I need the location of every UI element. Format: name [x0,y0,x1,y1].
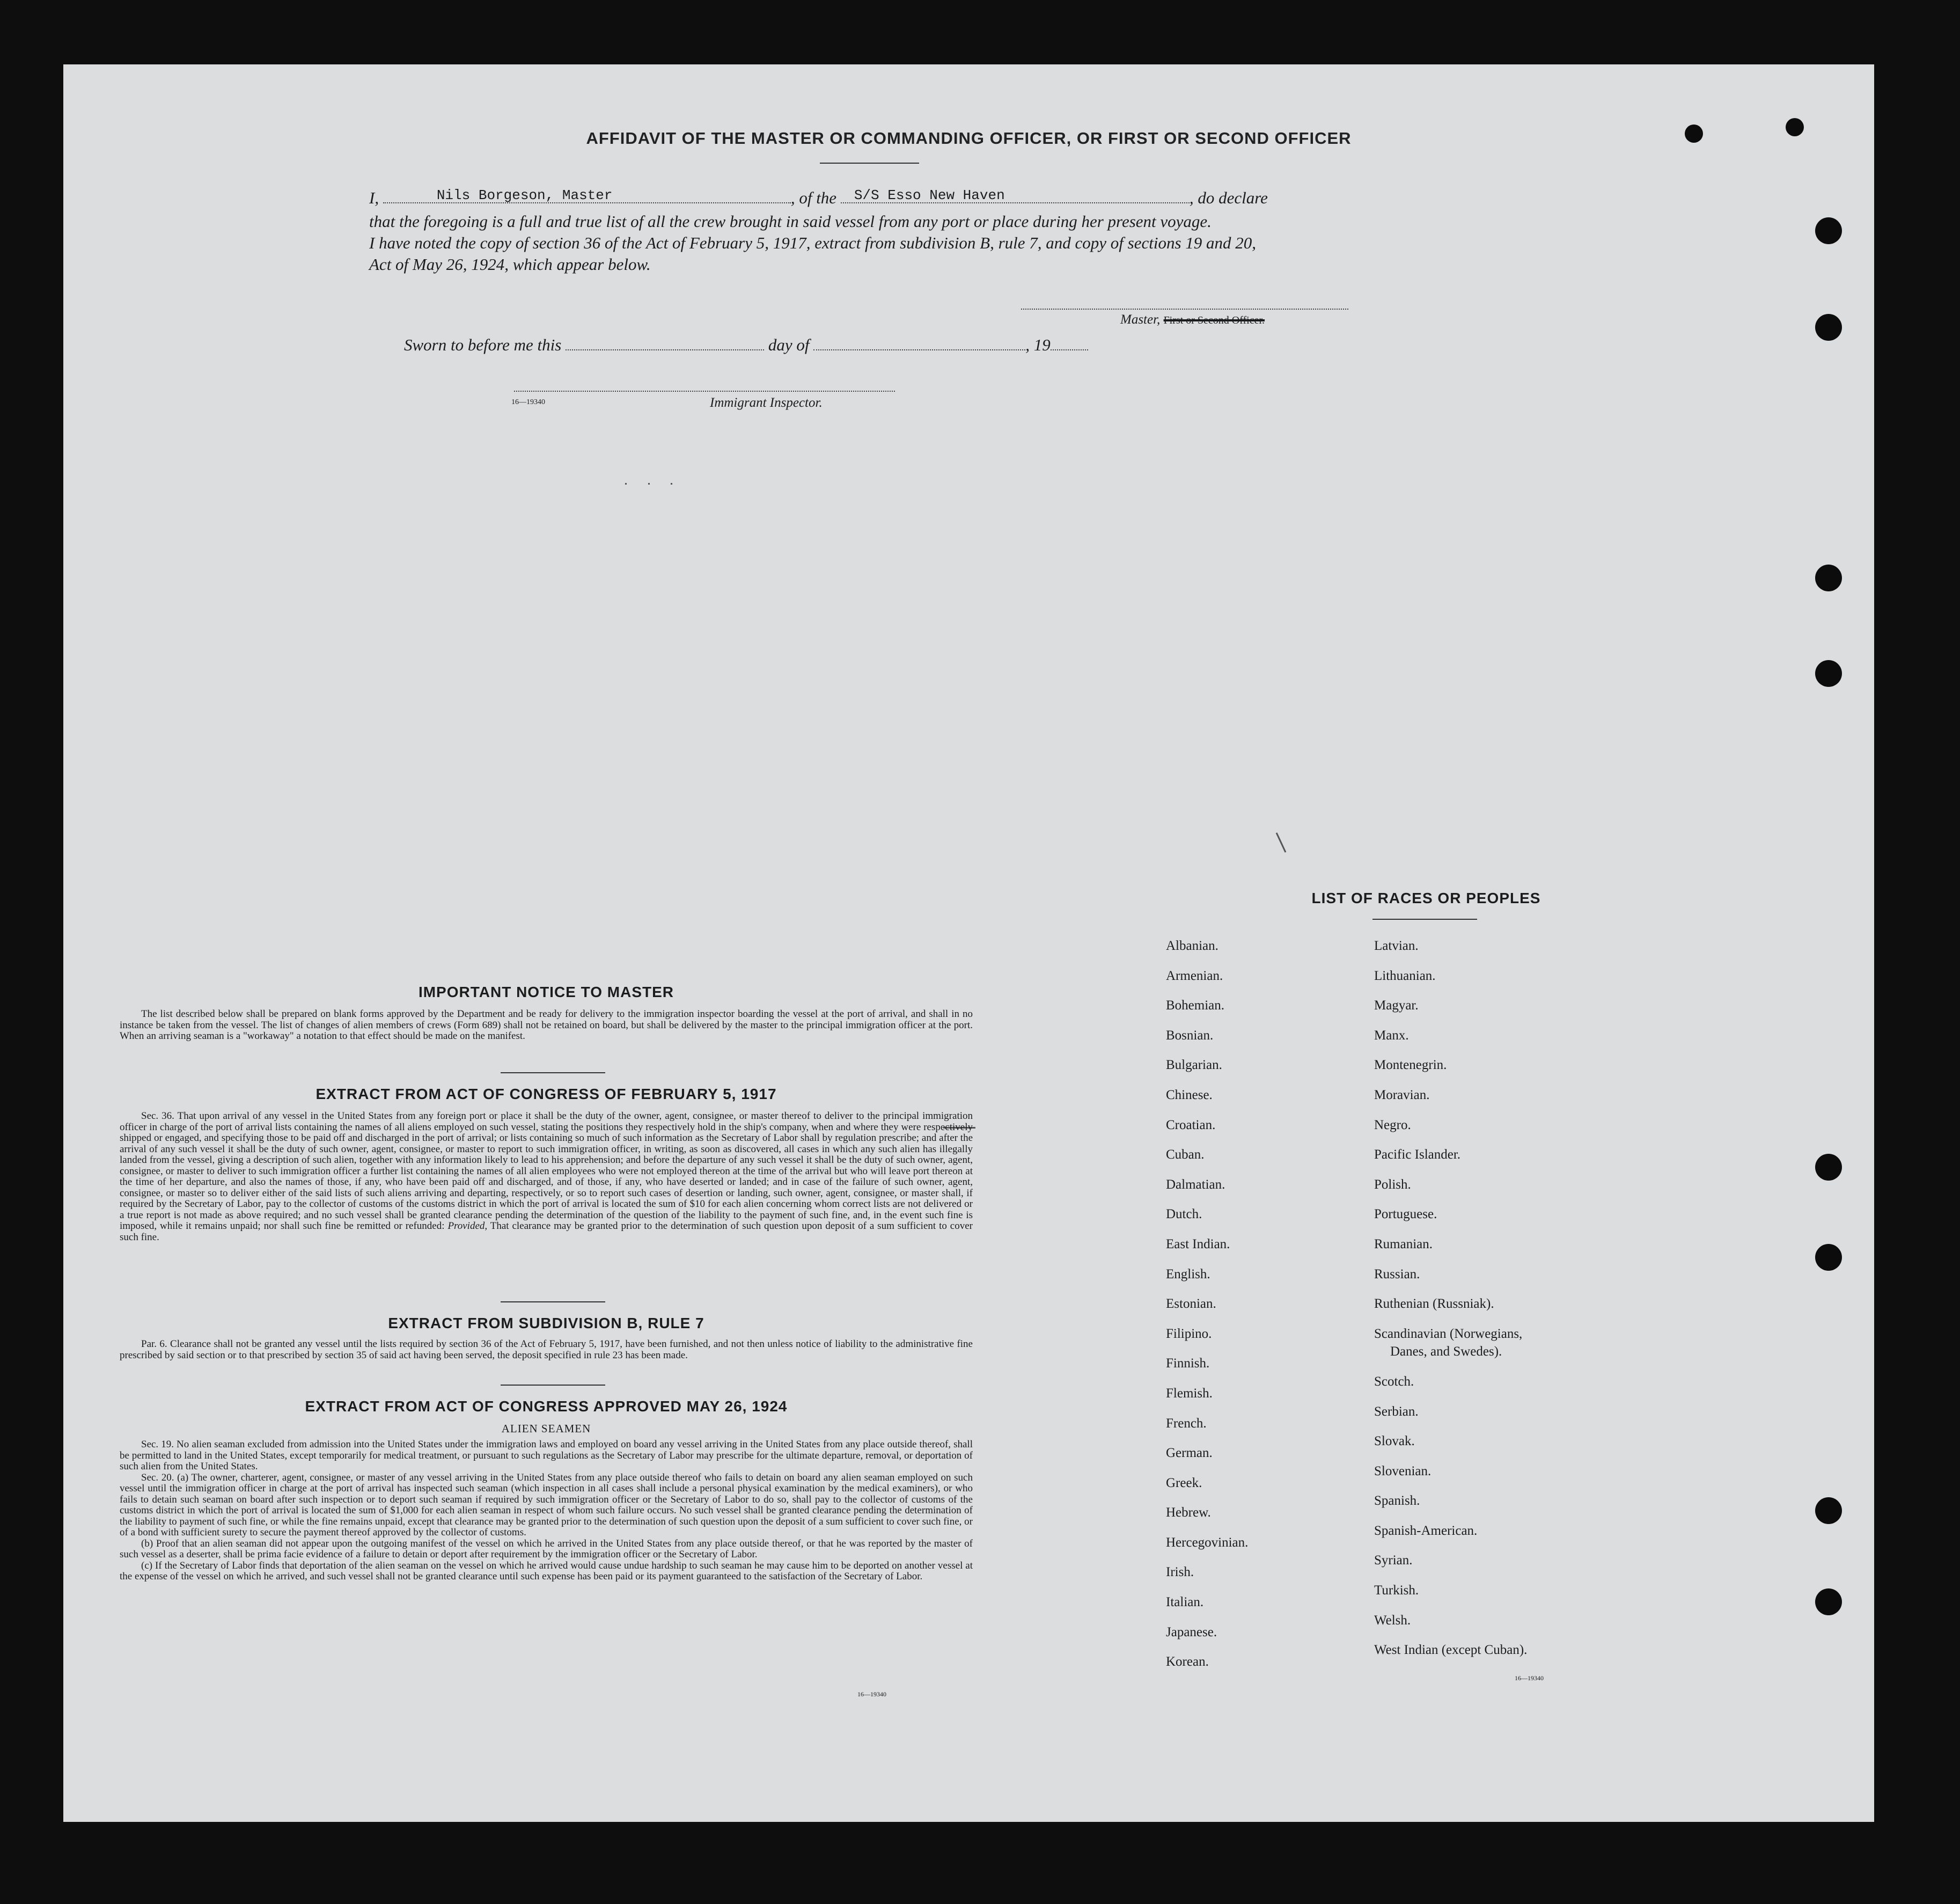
race-item: English. [1166,1266,1210,1281]
race-item: Welsh. [1374,1613,1411,1628]
notice-body [120,1009,973,1042]
section-rule [501,1385,605,1386]
sworn-text: Sworn to before me this [404,335,562,354]
inspector-caption: Immigrant Inspector. [710,396,823,410]
signature-caption [1120,312,1265,327]
punch-hole [1815,1497,1842,1524]
stray-mark [625,483,627,485]
section-36-tail: That clearance may be granted prior to the determination of such question upon deposit of a sum sufficient to cover such fine. [120,1220,973,1243]
extract-1924-body [120,1439,973,1583]
section-20a-paragraph: Sec. 20. (a) The owner, charterer, agent, consignee, or master of any vessel arriving in the United States from any place outside thereof who fails to detain on board any alien seaman employed on such vessel until the immigration officer in charge at the port of arrival has inspected such seaman (which inspection in all cases shall include a personal physical examination by the medical examiners), or who fails to detain such seaman on board after such inspection or to deport such seaman if required by such immigration officer or the Secretary of Labor to do so, shall pay to the collector of customs of the customs district in which the port of arrival is located the sum of $1,000 for each alien seaman in respect of whom such failure occurs. No such vessel shall be granted clearance pending the determination of the liability to payment of such fine, or while the fine remains unpaid, except that clearance may be granted prior to the determination of such question upon the deposit of a sum sufficient to cover such fine, or of a bond with sufficient surety to secure the payment thereof approved by the collector of customs. [120,1471,973,1538]
form-number-top: 16—19340 [511,398,545,406]
race-item: Japanese. [1166,1624,1217,1639]
document-page [63,64,1874,1822]
punch-hole [1815,314,1842,341]
punch-hole [1815,1244,1842,1271]
race-item: Bulgarian. [1166,1058,1222,1073]
race-item: Bohemian. [1166,998,1225,1013]
signature-line[interactable] [1021,309,1348,310]
do-declare-text: , do declare [1189,188,1268,207]
rule-7-body [120,1339,973,1361]
rule-7-title: EXTRACT FROM SUBDIVISION B, RULE 7 [388,1315,704,1331]
affidavit-title: AFFIDAVIT OF THE MASTER OR COMMANDING OFFICER, OR FIRST OR SECOND OFFICER [586,129,1352,148]
section-rule [501,1072,605,1073]
lead-text: I, [369,188,379,207]
race-item: Moravian. [1374,1087,1430,1102]
race-item: Lithuanian. [1374,968,1436,983]
extract-1917-title: EXTRACT FROM ACT OF CONGRESS OF FEBRUARY 5, 1917 [315,1086,777,1102]
extract-1924-title: EXTRACT FROM ACT OF CONGRESS APPROVED MAY 26, 1924 [305,1398,788,1415]
stray-mark [671,483,672,485]
section-20b-paragraph: (b) Proof that an alien seaman did not appear upon the outgoing manifest of the vessel on which he arrived in the United States from any place outside thereof, or that he was reported by the master of such vessel as a deserter, shall be prima facie evidence of a failure to detain or deport after requirement by the immigration officer or the Secretary of Labor. [120,1537,973,1560]
races-title: LIST OF RACES OR PEOPLES [1311,890,1541,906]
punch-hole [1815,217,1842,244]
race-item: Rumanian. [1374,1236,1433,1251]
sworn-month-field[interactable] [813,334,1025,350]
race-item: Negro. [1374,1117,1411,1132]
sworn-line [404,334,1482,356]
declaration-line-2: that the foregoing is a full and true list of all the crew brought in said vessel from any port or place during her present voyage. [369,212,1212,231]
section-36-label: Sec. 36. [141,1110,174,1122]
stray-mark [648,483,650,485]
form-number-bottom-right: 16—19340 [1515,1674,1544,1682]
race-item: Chinese. [1166,1087,1213,1102]
punch-hole [1815,565,1842,591]
races-right-column [1374,931,1527,1665]
race-item: Slovenian. [1374,1463,1432,1478]
punch-hole [1815,660,1842,687]
race-item: West Indian (except Cuban). [1374,1643,1528,1658]
race-item: Russian. [1374,1266,1420,1281]
race-item: Estonian. [1166,1297,1216,1312]
race-item: Albanian. [1166,939,1218,953]
race-item: Scotch. [1374,1374,1414,1389]
section-rule [501,1301,605,1302]
race-item: Filipino. [1166,1326,1212,1341]
punch-hole [1815,1588,1842,1615]
race-item: Danes, and Swedes). [1390,1344,1502,1359]
master-name-typed: Nils Borgeson, Master [436,187,613,203]
form-number-bottom-left: 16—19340 [857,1690,886,1698]
race-item: Ruthenian (Russniak). [1374,1297,1494,1312]
section-20c-paragraph: (c) If the Secretary of Labor finds that deportation of the alien seaman on the vessel on which he arrived would cause undue hardship to such seaman he may cause him to be deported on another vessel at the expense of the vessel on which he arrived, and such vessel shall not be granted clearance until such expense has been paid or its payment guaranteed to the satisfaction of the Secretary of Labor. [120,1559,973,1582]
race-item: East Indian. [1166,1236,1230,1251]
race-item: Croatian. [1166,1117,1216,1132]
race-item: Irish. [1166,1565,1194,1580]
race-item: Montenegrin. [1374,1058,1447,1073]
race-item: Portuguese. [1374,1207,1437,1222]
year-text: , 19 [1025,335,1051,354]
title-rule [820,163,919,164]
race-item: German. [1166,1446,1213,1461]
race-item: Armenian. [1166,968,1223,983]
race-item: Slovak. [1374,1434,1415,1449]
extract-1917-body [120,1111,973,1243]
race-item: Polish. [1374,1177,1411,1192]
race-item: Dutch. [1166,1207,1202,1222]
race-item: Bosnian. [1166,1028,1214,1043]
notice-paragraph: The list described below shall be prepared on blank forms approved by the Department and be ready for delivery to the immigration inspector boarding the vessel at the port of arrival, and shall in no instance be taken from the vessel. The list of changes of alien members of crews (Form 689) shall not be retained on board, but shall be delivered by the master to the principal immigration officer at the port. When an arriving seaman is a "workaway" a notation to that effect should be made on the manifest. [120,1008,973,1042]
signature-struck-label: First or Second Officer. [1163,314,1265,326]
race-item: Finnish. [1166,1356,1210,1371]
sworn-day-field[interactable] [566,334,764,350]
race-item: Latvian. [1374,939,1419,953]
section-36-paragraph [120,1111,973,1243]
declaration-line-3: I have noted the copy of section 36 of the Act of February 5, 1917, extract from subdivision B, rule 7, and copy of sections 19 and 20, [369,233,1257,252]
vessel-name-typed: S/S Esso New Haven [854,187,1005,203]
day-of-text: day of [768,335,810,354]
vessel-field[interactable] [841,187,1190,203]
race-item: Turkish. [1374,1583,1419,1598]
race-item: Scandinavian (Norwegians, [1374,1326,1523,1341]
races-title-rule [1372,919,1477,920]
race-item: Magyar. [1374,998,1419,1013]
race-item: Pacific Islander. [1374,1147,1461,1162]
inspector-signature-line[interactable] [514,391,895,392]
declaration-line-1 [369,187,1448,209]
races-left-column [1166,931,1248,1677]
punch-hole [1815,1154,1842,1181]
declaration-line-4: Act of May 26, 1924, which appear below. [369,255,651,274]
stray-mark [1276,832,1287,853]
race-item: Hebrew. [1166,1505,1211,1520]
race-item: Serbian. [1374,1404,1419,1419]
sworn-year-field[interactable] [1051,334,1088,350]
alien-seamen-subtitle: ALIEN SEAMEN [501,1422,591,1435]
race-item: Dalmatian. [1166,1177,1225,1192]
race-item: Spanish-American. [1374,1523,1478,1538]
name-field[interactable] [383,187,791,203]
race-item: Korean. [1166,1654,1209,1669]
provided-text: Provided, [447,1220,488,1232]
section-19-paragraph: Sec. 19. No alien seaman excluded from admission into the United States under the immigration laws and employed on board any vessel arriving in the United States from any place outside thereof, shall be permitted to land in the United States, except temporarily for medical treatment, or pursuant to such regulations as the Secretary of Labor may prescribe for the ultimate departure, removal, or deportation of such alien from the United States. [120,1439,973,1472]
race-item: Cuban. [1166,1147,1205,1162]
notice-title: IMPORTANT NOTICE TO MASTER [418,984,674,1000]
rule-7-paragraph: Par. 6. Clearance shall not be granted any vessel until the lists required by section 36 of the Act of February 5, 1917, have been furnished, and not then unless notice of liability to the administrative fine prescribed by said section or to that prescribed by section 35 of said act having been served, the deposit specified in rule 23 has been made. [120,1338,973,1361]
signature-master-label: Master, [1120,312,1161,327]
race-item: Syrian. [1374,1553,1413,1568]
race-item: Greek. [1166,1475,1202,1490]
race-item: Flemish. [1166,1386,1213,1401]
section-36-text: That upon arrival of any vessel in the United States from any foreign port or place it shall be the duty of the owner, agent, consignee, or master thereof to deliver to the principal immigration officer in charge of the port of arrival lists containing the names of all aliens employed on such vessel, stating the positions they respectively hold in the ship's company, when and where they were respectively shipped or engaged, and specifying those to be paid off and discharged in the port of arrival; or lists containing so much of such information as the Secretary of Labor shall by regulation prescribe; and after the arrival of any such vessel it shall be the duty of such owner, agent, consignee, or master to report to such immigration officer, in writing, as soon as discovered, all cases in which any such alien has illegally landed from the vessel, giving a description of such alien, together with any information likely to lead to his apprehension; and before the departure of any such vessel it shall be the duty of such owner, agent, consignee, or master to deliver to such immigration officer a further list containing the names of all alien employees who were not employed thereon at the time of the arrival but who will leave port thereon at the time of her departure, and also the names of those, if any, who have been paid off and discharged, and of those, if any, who have deserted or landed; and in case of the failure of such owner, agent, consignee, or master so to deliver either of the said lists of such aliens arriving and departing, respectively, or so to report such cases of desertion or landing, such owner, agent, consignee, or master shall, if required by the Secretary of Labor, pay to the collector of customs of the customs district in which the port of arrival is located the sum of $10 for each alien concerning whom correct lists are not delivered or a true report is not made as above required; and no such vessel shall be granted clearance pending the determination of the question of the liability to the payment of such fine, and, in the event such fine is imposed, while it remains unpaid; nor shall such fine be remitted or refunded: [120,1110,973,1232]
race-item: Hercegovinian. [1166,1535,1249,1550]
of-the-text: , of the [790,188,837,207]
race-item: French. [1166,1416,1207,1431]
race-item: Manx. [1374,1028,1409,1043]
race-item: Italian. [1166,1595,1204,1610]
race-item: Spanish. [1374,1493,1420,1508]
